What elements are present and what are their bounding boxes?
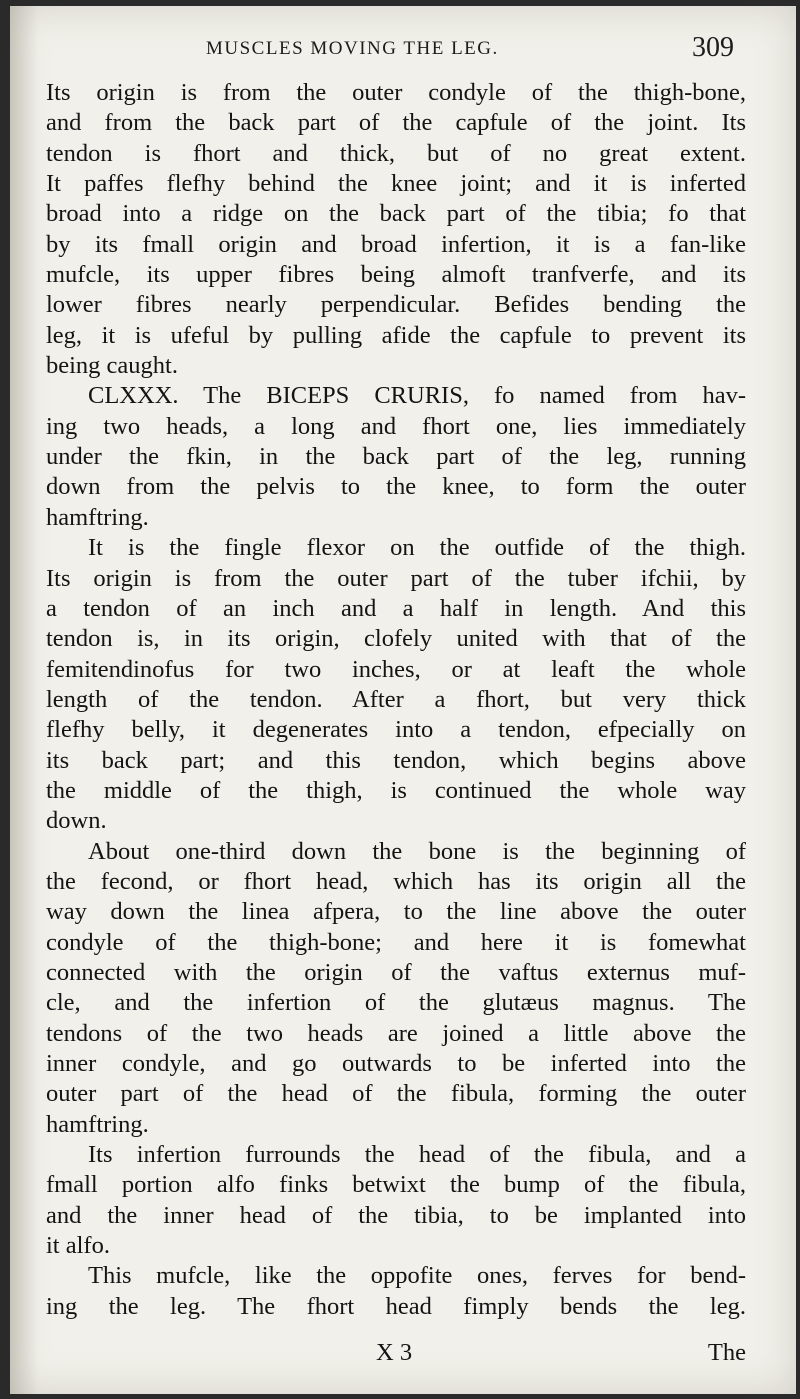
book-page: [10, 6, 796, 1394]
text-line: It paffes flefhy behind the knee joint; and it is inferted: [46, 170, 746, 198]
text-line: its back part; and this tendon, which begins above: [46, 746, 746, 774]
text-line: tendon is, in its origin, clofely united with that of the: [46, 625, 746, 653]
text-line: ing two heads, a long and fhort one, lies immediately: [46, 412, 746, 440]
text-line: outer part of the head of the fibula, forming the outer: [46, 1080, 746, 1108]
text-line: tendons of the two heads are joined a little above the: [46, 1019, 746, 1047]
text-line: length of the tendon. After a fhort, but very thick: [46, 685, 746, 713]
text-line: About one-third down the bone is the beginning of: [88, 837, 746, 865]
body-text: [46, 78, 746, 1322]
text-line: fmall portion alfo finks betwixt the bump of the fibula,: [46, 1171, 746, 1199]
text-line: Its infertion furrounds the head of the fibula, and a: [88, 1141, 746, 1169]
text-line: Its origin is from the outer part of the tuber ifchii, by: [46, 564, 746, 592]
text-line: broad into a ridge on the back part of the tibia; fo that: [46, 200, 746, 228]
text-line: hamftring.: [46, 503, 149, 531]
text-line: This mufcle, like the oppofite ones, ferves for bend-: [88, 1262, 746, 1290]
text-line: inner condyle, and go outwards to be inferted into the: [46, 1050, 746, 1077]
text-line: flefhy belly, it degenerates into a tendon, efpecially on: [46, 716, 746, 744]
text-line: It is the fingle flexor on the outfide of the thigh.: [88, 534, 746, 562]
text-line: a tendon of an inch and a half in length. And this: [46, 594, 746, 622]
text-line: down.: [46, 807, 107, 835]
text-line: cle, and the infertion of the glutæus magnus. The: [46, 989, 746, 1017]
running-head: MUSCLES MOVING THE LEG.: [206, 38, 499, 59]
text-line: and the inner head of the tibia, to be implanted into: [46, 1201, 746, 1229]
text-line: down from the pelvis to the knee, to form the outer: [46, 473, 746, 501]
text-line: way down the linea afpera, to the line above the outer: [46, 898, 746, 926]
catchword: The: [707, 1339, 746, 1366]
signature-mark: X 3: [376, 1339, 413, 1366]
text-line: leg, it is ufeful by pulling afide the capfule to prevent its: [46, 321, 746, 349]
text-line: Its origin is from the outer condyle of the thigh-bone,: [46, 79, 746, 106]
text-line: by its fmall origin and broad infertion, it is a fan-like: [46, 230, 746, 258]
text-line: the fecond, or fhort head, which has its origin all the: [46, 867, 746, 895]
page-number: 309: [692, 32, 734, 63]
text-line: lower fibres nearly perpendicular. Befides bending the: [46, 291, 746, 319]
page-header: [10, 32, 796, 72]
text-line: connected with the origin of the vaftus externus muf-: [46, 958, 746, 986]
text-line: femitendinofus for two inches, or at leaft the whole: [46, 655, 746, 683]
text-line: hamftring.: [46, 1110, 149, 1138]
text-line: condyle of the thigh-bone; and here it is fomewhat: [46, 928, 746, 956]
text-line: being caught.: [46, 352, 178, 380]
page-footer: [46, 1339, 746, 1375]
text-line: tendon is fhort and thick, but of no great extent.: [46, 139, 746, 167]
text-line: the middle of the thigh, is continued the whole way: [46, 776, 746, 804]
text-line: CLXXX. The BICEPS CRURIS, fo named from hav-: [88, 382, 746, 410]
text-line: mufcle, its upper fibres being almoft tranfverfe, and its: [46, 261, 746, 289]
text-line: ing the leg. The fhort head fimply bends the leg.: [46, 1292, 746, 1320]
text-line: under the fkin, in the back part of the leg, running: [46, 443, 746, 471]
text-line: it alfo.: [46, 1232, 110, 1260]
gutter-shadow: [10, 6, 38, 1394]
text-line: and from the back part of the capfule of the joint. Its: [46, 109, 746, 137]
